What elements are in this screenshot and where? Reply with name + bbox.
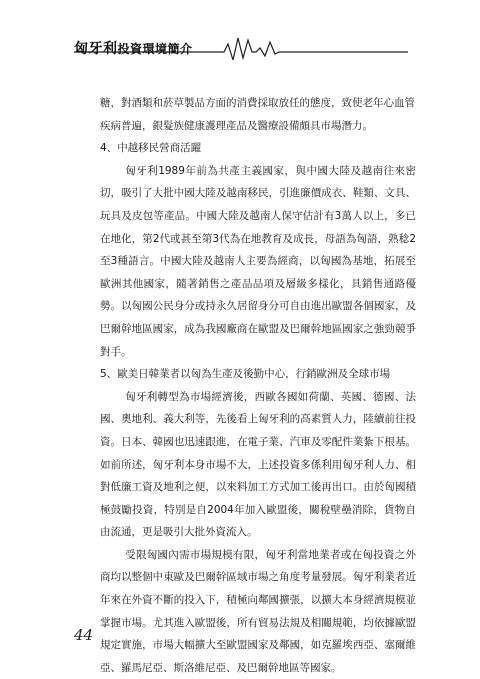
paragraph-continued [100,92,416,137]
list-item-number: 4、 [100,142,118,155]
paragraph-line: 疾病普遍，銀髮族健康護理產品及醫療設備頗具市場潛力。 [100,119,373,132]
paragraph: 匈牙利1989年前為共產主義國家，與中國大陸及越南往來密切，吸引了大批中國大陸及越南移民，引進廉價成衣、鞋類、文具、玩具及皮包等產品。中國大陸及越南人保守估計有3萬人以上，多已在地化，第2代或甚至第3代為在地教育及成長，母語為匈語，熟稔2至3種語言。中國大陸及越南人主要為經商，以匈國為基地，拓展至歐洲其他國家，隨著銷售之產品品項及層級多樣化，具銷售通路優勢。以匈國公民身分或持永久居留身分可自由進出歐盟各個國家，及巴爾幹地區國家，成為我國廠商在歐盟及巴爾幹地區國家之強勁競爭對手。 [100,164,416,358]
list-item-5 [80,363,416,386]
list-item-title: 歐美日韓業者以匈為生產及後勤中心，行銷歐洲及全球市場 [117,368,391,381]
list-item-number: 5、 [100,368,118,381]
page-header [0,0,480,60]
paragraph: 匈牙利轉型為市場經濟後，西歐各國如荷蘭、英國、德國、法國、奧地利、義大利等，先後看上匈牙利的高素質人力，陸續前往投資。日本、韓國也迅速跟進，在電子業、汽車及零配件業紮下根基。如前所述，匈牙利本身市場不大，上述投資多係利用匈牙利人力、相對低廉工資及地利之便，以來料加工方式加工後再出口。由於匈國積極鼓勵投資，特別是自2004年加入歐盟後，關稅壁壘消除，貨物自由流通，更是吸引大批外資流入。 [100,390,416,539]
heartbeat-line-icon [0,0,480,60]
body-text [100,92,416,679]
paragraph-line: 糖，對酒類和菸草製品方面的消費採取放任的態度，致使老年心血管 [100,97,415,109]
list-item-4 [80,137,416,160]
paragraph: 受限匈國內需市場規模有限，匈牙利當地業者或在匈投資之外商均以整個中東歐及巴爾幹區域市場之角度考量發展。匈牙利業者近年來在外資不斷的投入下，積極向鄰國擴張，以擴大本身經濟規模並掌握市場。尤其進入歐盟後，所有貿易法規及相關規範，均依據歐盟規定實施，市場大幅擴大至歐盟國家及鄰國，如克羅埃西亞、塞爾維亞、羅馬尼亞、斯洛維尼亞、及巴爾幹地區等國家。 [100,548,416,674]
header-title-sub: 投資環境簡介 [117,42,193,56]
list-item-title: 中越移民營商活躍 [117,142,202,155]
page-number: 44 [74,626,94,644]
header-title [74,38,193,58]
header-title-main: 匈牙利 [74,41,118,57]
